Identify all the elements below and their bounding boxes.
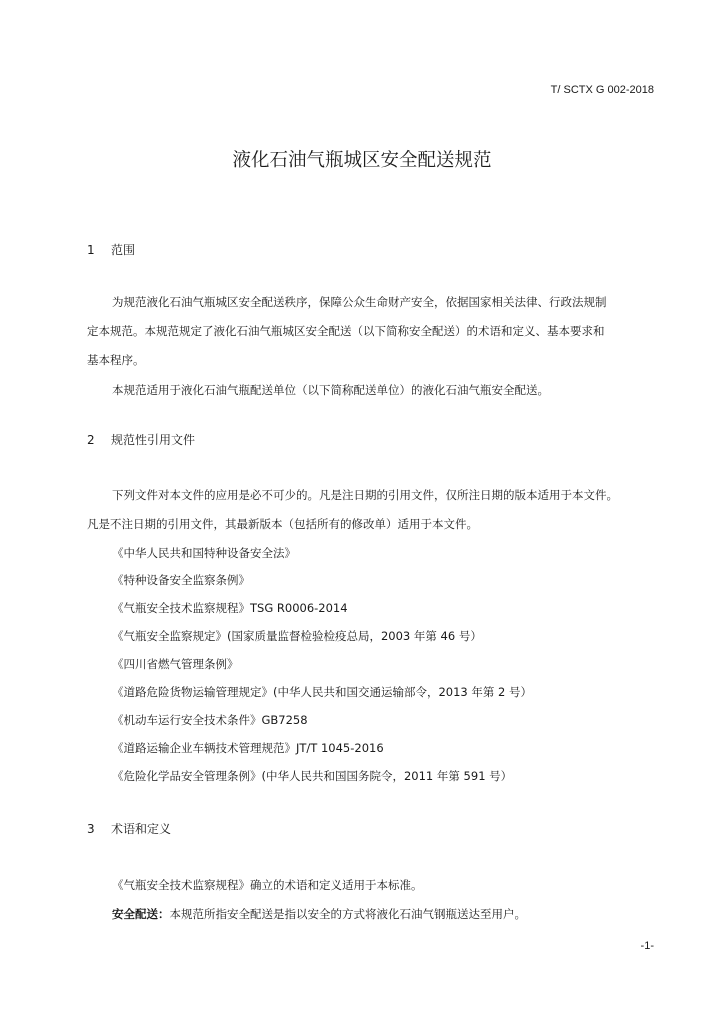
section-2-paragraph-line-2: 凡是不注日期的引用文件，其最新版本（包括所有的修改单）适用于本文件。 [87, 517, 478, 531]
page-number: -1- [640, 940, 654, 952]
definition-text: 本规范所指安全配送是指以安全的方式将液化石油气钢瓶送达至用户。 [169, 907, 526, 921]
section-1-paragraph-1-line-3: 基本程序。 [87, 353, 145, 367]
reference-item: 《道路危险货物运输管理规定》(中华人民共和国交通运输部令，2013 年第 2 号） [112, 685, 533, 699]
standard-code: T/ SCTX G 002-2018 [550, 84, 654, 96]
reference-item: 《气瓶安全监察规定》(国家质量监督检验检疫总局，2003 年第 46 号） [112, 629, 482, 643]
section-2-number: 2 [87, 433, 95, 447]
reference-item: 《中华人民共和国特种设备安全法》 [112, 546, 296, 560]
section-1-paragraph-2: 本规范适用于液化石油气瓶配送单位（以下简称配送单位）的液化石油气瓶安全配送。 [112, 383, 549, 397]
reference-item: 《机动车运行安全技术条件》GB7258 [112, 713, 308, 727]
section-1-title: 范围 [111, 243, 136, 257]
reference-item: 《特种设备安全监察条例》 [112, 573, 250, 587]
reference-item: 《道路运输企业车辆技术管理规范》JT/T 1045-2016 [112, 741, 384, 755]
section-1-heading [87, 241, 135, 258]
document-title: 液化石油气瓶城区安全配送规范 [232, 150, 492, 171]
section-2-paragraph-line-1: 下列文件对本文件的应用是必不可少的。凡是注日期的引用文件，仅所注日期的版本适用于本文件。 [112, 488, 618, 502]
section-3-number: 3 [87, 822, 95, 836]
reference-item: 《四川省燃气管理条例》 [112, 657, 239, 671]
section-2-heading [87, 431, 195, 448]
section-3-definition [112, 906, 526, 922]
section-3-paragraph: 《气瓶安全技术监察规程》确立的术语和定义适用于本标准。 [112, 878, 423, 892]
section-1-paragraph-1-line-2: 定本规范。本规范规定了液化石油气瓶城区安全配送（以下简称安全配送）的术语和定义、基本要求和 [87, 324, 605, 338]
definition-term: 安全配送： [112, 907, 170, 921]
section-2-title: 规范性引用文件 [111, 433, 196, 447]
reference-item: 《危险化学品安全管理条例》(中华人民共和国国务院令，2011 年第 591 号） [112, 769, 513, 783]
section-3-heading [87, 820, 171, 837]
section-1-number: 1 [87, 243, 95, 257]
section-1-paragraph-1-line-1: 为规范液化石油气瓶城区安全配送秩序，保障公众生命财产安全，依据国家相关法律、行政法规制 [112, 295, 607, 309]
section-3-title: 术语和定义 [111, 822, 172, 836]
reference-item: 《气瓶安全技术监察规程》TSG R0006-2014 [112, 601, 348, 615]
